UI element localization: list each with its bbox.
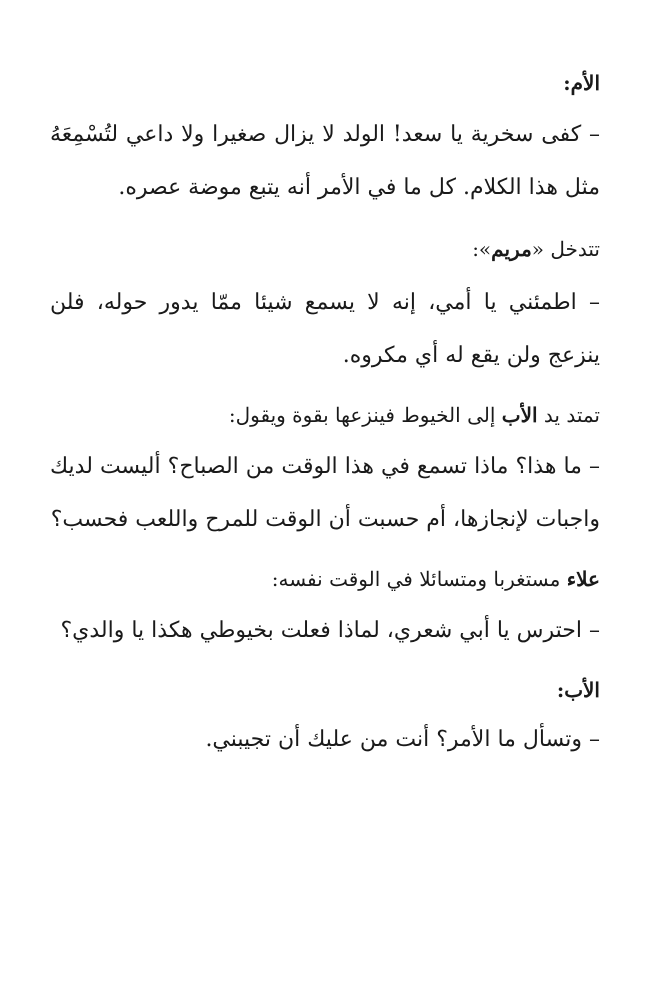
speech-father: – ما هذا؟ ماذا تسمع في هذا الوقت من الصباح؟ أليست لديك واجبات لإنجازها، أم حسبت أن الوقت للمرح واللعب فحسب؟ [50, 454, 600, 532]
speech-mariam: – اطمئني يا أمي، إنه لا يسمع شيئا ممّا يدور حوله، فلن ينزعج ولن يقع له أي مكروه. [50, 290, 600, 368]
stage-direction-post: إلى الخيوط فينزعها بقوة ويقول: [228, 403, 502, 427]
stage-direction-pre: تمتد يد [537, 403, 600, 427]
speaker-name-father: الأب [501, 403, 538, 427]
stage-direction-mariam [50, 234, 600, 264]
speaker-label-father [50, 675, 600, 705]
stage-direction-alaa [50, 564, 600, 594]
speaker-name-mariam: مريم [491, 237, 532, 261]
speech-father-2: – وتسأل ما الأمر؟ أنت من عليك أن تجيبني. [205, 727, 600, 752]
speaker-label-mother [50, 68, 600, 98]
speech-mother: – كفى سخرية يا سعد! الولد لا يزال صغيرا ولا داعي لتُسْمِعَهُ مثل هذا الكلام. كل ما في الأمر أنه يتبع موضة عصره. [50, 122, 600, 200]
stage-direction-pre: تتدخل « [531, 237, 600, 261]
speaker-name-father-2: الأب: [556, 678, 600, 702]
speaker-name-alaa: علاء [566, 567, 600, 591]
speech-alaa: – احترس يا أبي شعري، لماذا فعلت بخيوطي هكذا يا والدي؟ [60, 618, 600, 643]
stage-direction-post: مستغربا ومتسائلا في الوقت نفسه: [271, 567, 567, 591]
stage-direction-father [50, 400, 600, 430]
speaker-name-mother: الأم: [563, 71, 600, 95]
stage-direction-post: »: [472, 237, 492, 261]
